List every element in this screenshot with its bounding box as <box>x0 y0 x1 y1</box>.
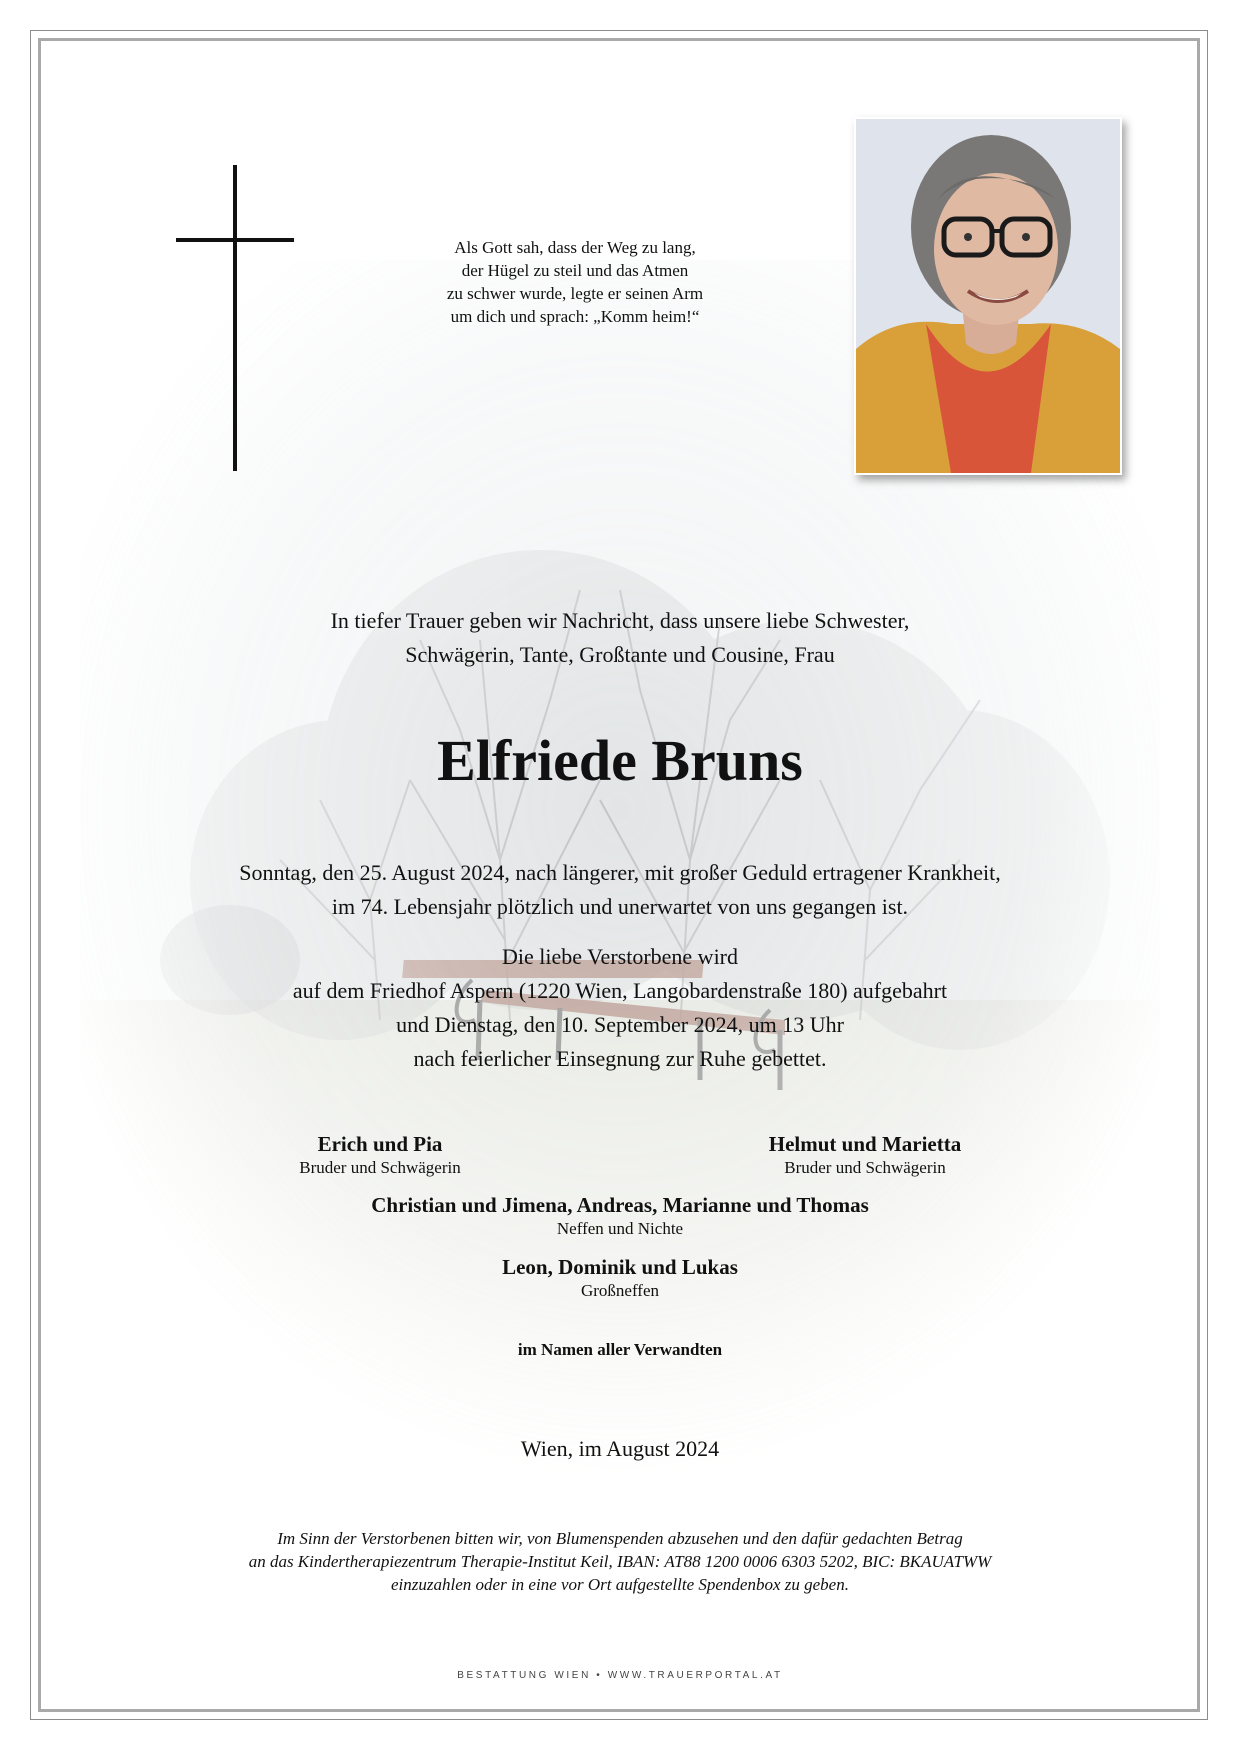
mourner-relation: Neffen und Nichte <box>556 1219 684 1238</box>
intro-line: In tiefer Trauer geben wir Nachricht, dass unsere liebe Schwester, <box>330 608 910 633</box>
mourner-group <box>700 1131 1030 1179</box>
death-line: Sonntag, den 25. August 2024, nach längerer, mit großer Geduld ertragener Krankheit, <box>239 860 1001 885</box>
mourner-names: Leon, Dominik und Lukas <box>502 1255 738 1279</box>
mourner-relation: Großneffen <box>580 1281 660 1300</box>
footer-credit: BESTATTUNG WIEN • WWW.TRAUERPORTAL.AT <box>457 1670 783 1681</box>
burial-line: und Dienstag, den 10. September 2024, um 13 Uhr <box>396 1012 844 1037</box>
mourner-group <box>150 1254 1090 1302</box>
deceased-name: Elfriede Bruns <box>437 728 803 793</box>
mourner-group <box>150 1192 1090 1240</box>
cross-icon <box>233 165 237 471</box>
verse-line: um dich und sprach: „Komm heim!“ <box>450 307 700 326</box>
burial-line: auf dem Friedhof Aspern (1220 Wien, Langobardenstraße 180) aufgebahrt <box>292 978 948 1003</box>
donation-line: an das Kindertherapiezentrum Therapie-Institut Keil, IBAN: AT88 1200 0006 6303 5202, BIC: BKAUATWW <box>248 1552 992 1571</box>
mourner-relation: Bruder und Schwägerin <box>299 1158 461 1177</box>
intro-text <box>150 604 1090 672</box>
verse-line: der Hügel zu steil und das Atmen <box>461 261 689 280</box>
memorial-verse <box>410 236 740 328</box>
donation-line: Im Sinn der Verstorbenen bitten wir, von Blumenspenden abzusehen und den dafür gedachten Betrag <box>277 1529 963 1548</box>
mourner-names: Erich und Pia <box>317 1132 443 1156</box>
verse-line: zu schwer wurde, legte er seinen Arm <box>446 284 704 303</box>
burial-line: Die liebe Verstorbene wird <box>501 944 739 969</box>
death-line: im 74. Lebensjahr plötzlich und unerwartet von uns gegangen ist. <box>331 894 909 919</box>
donation-note <box>100 1527 1140 1596</box>
burial-info <box>150 940 1090 1076</box>
mourner-group <box>240 1131 520 1179</box>
mourner-names: Christian und Jimena, Andreas, Marianne und Thomas <box>371 1193 869 1217</box>
donation-line: einzuzahlen oder in eine vor Ort aufgestellte Spendenbox zu geben. <box>391 1575 849 1594</box>
burial-line: nach feierlicher Einsegnung zur Ruhe gebettet. <box>413 1046 827 1071</box>
portrait-photo <box>854 117 1122 475</box>
intro-line: Schwägerin, Tante, Großtante und Cousine, Frau <box>405 642 835 667</box>
death-notice <box>150 856 1090 924</box>
mourner-names: Helmut und Marietta <box>768 1132 962 1156</box>
place-date: Wien, im August 2024 <box>520 1436 720 1461</box>
on-behalf-line: im Namen aller Verwandten <box>517 1340 723 1359</box>
cross-icon-bar <box>176 238 294 242</box>
mourner-relation: Bruder und Schwägerin <box>784 1158 946 1177</box>
verse-line: Als Gott sah, dass der Weg zu lang, <box>454 238 696 257</box>
